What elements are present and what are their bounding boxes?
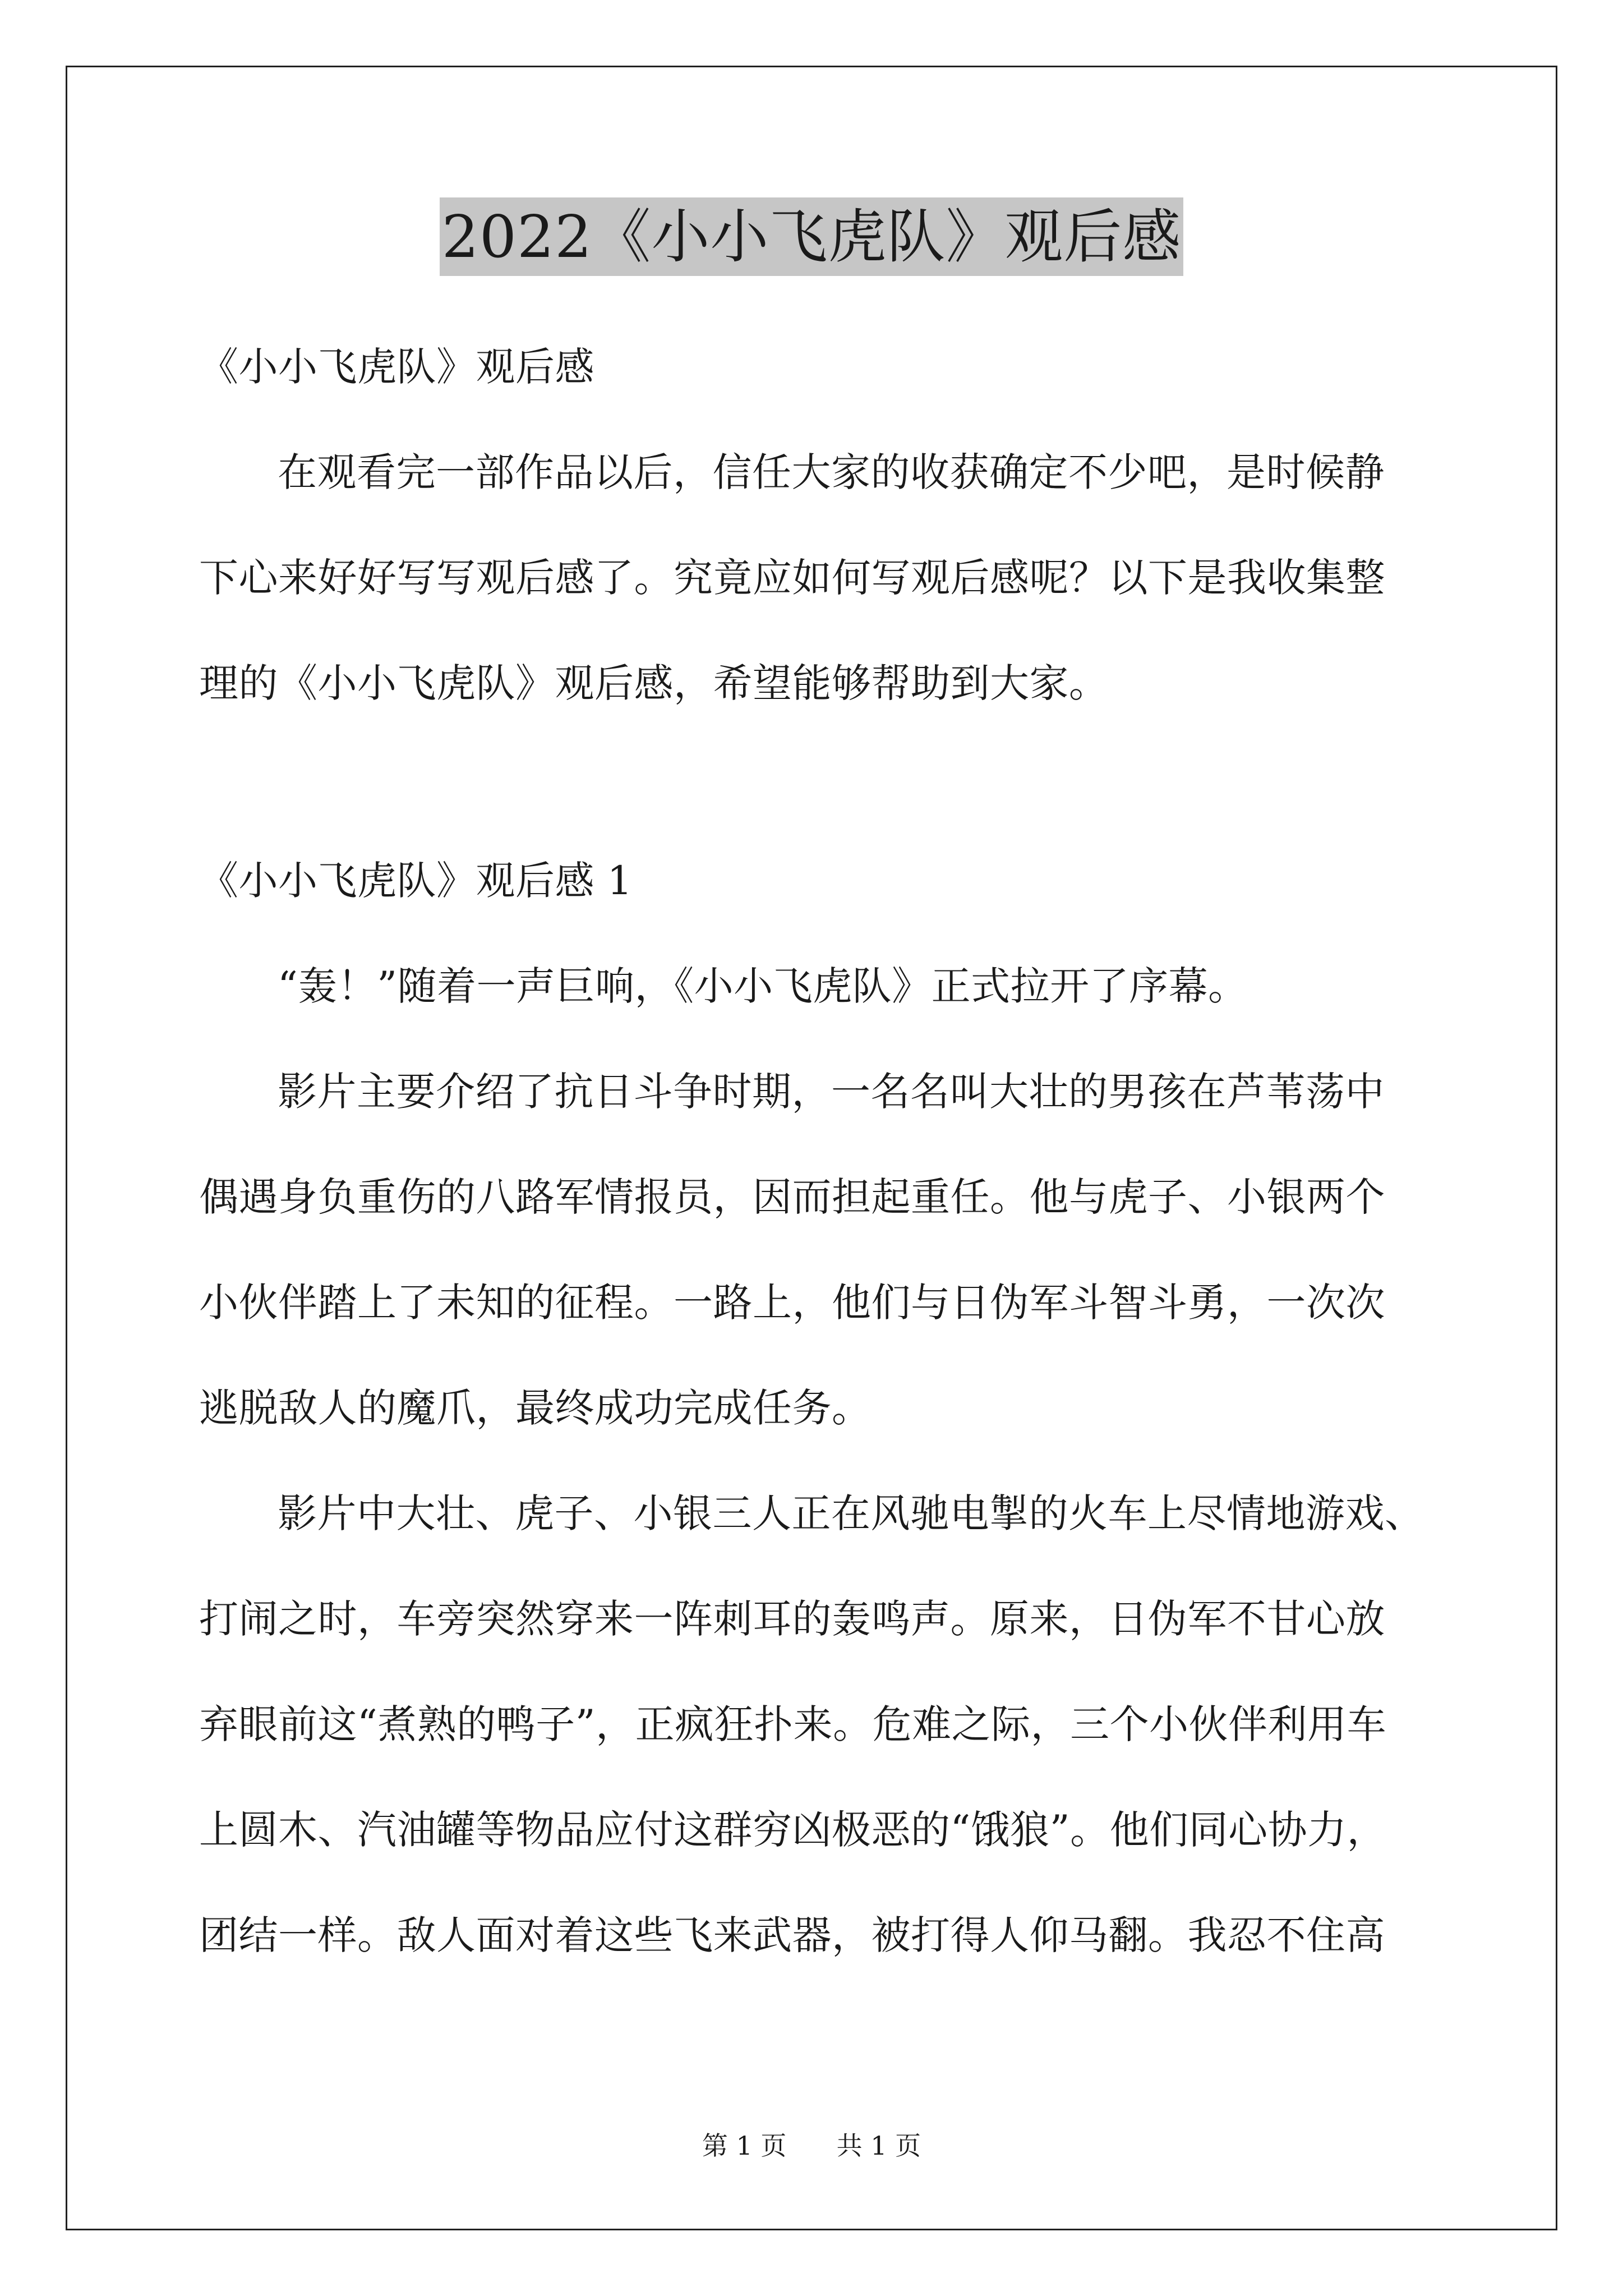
title-container — [0, 197, 1623, 276]
paragraph-line: 理的《小小飞虎队》观后感，希望能够帮助到大家。 — [199, 660, 1109, 706]
page-footer — [0, 2129, 1623, 2162]
paragraph-line: 下心来好好写写观后感了。究竟应如何写观后感呢？以下是我收集整 — [199, 555, 1385, 601]
paragraph-line: “轰！”随着一声巨响，《小小飞虎队》正式拉开了序幕。 — [278, 963, 1248, 1009]
paragraph-line: 影片中大壮、虎子、小银三人正在风驰电掣的火车上尽情地游戏、 — [278, 1490, 1424, 1536]
page-total: 共 1 页 — [836, 2131, 921, 2161]
paragraph-line: 打闹之时，车旁突然穿来一阵刺耳的轰鸣声。原来，日伪军不甘心放 — [199, 1596, 1385, 1642]
section-heading: 《小小飞虎队》观后感 1 — [199, 858, 633, 904]
paragraph-line: 上圆木、汽油罐等物品应付这群穷凶极恶的“饿狼”。他们同心协力， — [199, 1807, 1387, 1853]
paragraph-line: 团结一样。敌人面对着这些飞来武器，被打得人仰马翻。我忍不住高 — [199, 1912, 1385, 1958]
paragraph-line: 小伙伴踏上了未知的征程。一路上，他们与日伪军斗智斗勇，一次次 — [199, 1280, 1385, 1326]
paragraph-line: 逃脱敌人的魔爪，最终成功完成任务。 — [199, 1385, 872, 1431]
paragraph-line: 在观看完一部作品以后，信任大家的收获确定不少吧，是时候静 — [278, 449, 1385, 495]
document-title: 2022《小小飞虎队》观后感 — [440, 197, 1184, 276]
paragraph-line: 弃眼前这“煮熟的鸭子”，正疯狂扑来。危难之际，三个小伙伴利用车 — [199, 1701, 1387, 1747]
paragraph-line: 影片主要介绍了抗日斗争时期，一名名叫大壮的男孩在芦苇荡中 — [278, 1069, 1385, 1115]
paragraph-line: 偶遇身负重伤的八路军情报员，因而担起重任。他与虎子、小银两个 — [199, 1174, 1385, 1220]
intro-heading: 《小小飞虎队》观后感 — [199, 344, 594, 390]
page-number: 第 1 页 — [702, 2131, 787, 2161]
document-body — [199, 314, 1438, 1988]
